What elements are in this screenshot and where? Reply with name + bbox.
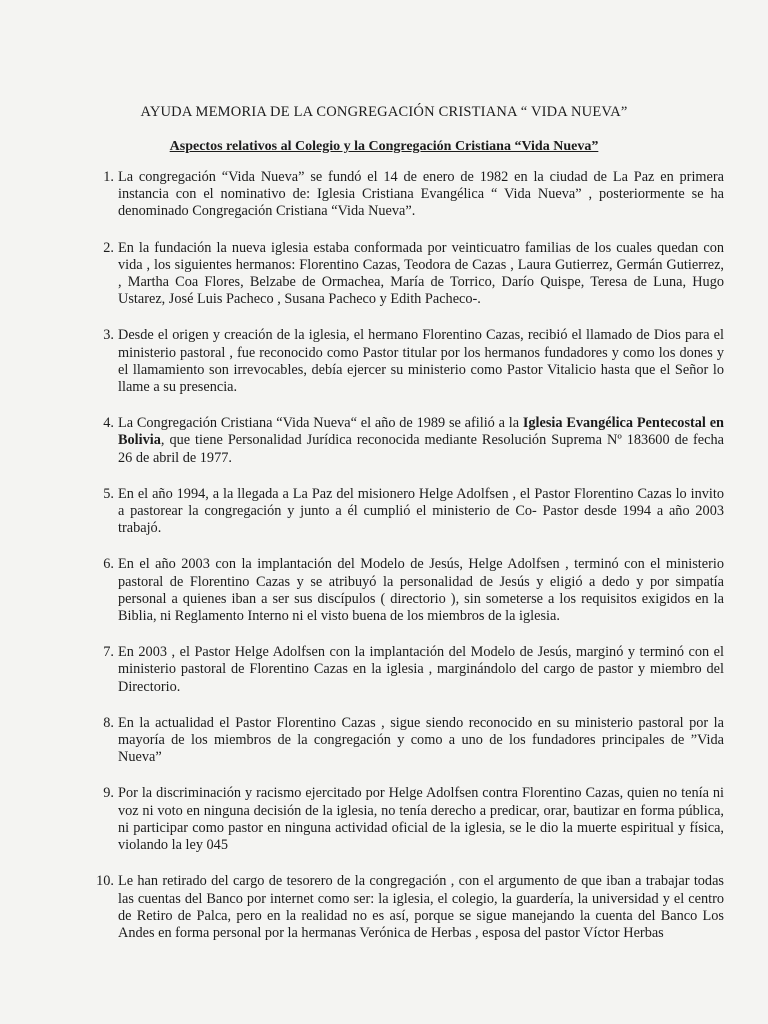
- list-item: [103, 485, 724, 538]
- list-item: [103, 169, 724, 221]
- item-number: 2.: [103, 239, 114, 256]
- list-item: [103, 556, 724, 625]
- item-text: En la fundación la nueva iglesia estaba conformada por veinticuatro familias de los cuales quedan con vida , los siguientes hermanos: Florentino Cazas, Teodora de Cazas , Laura Gutierrez, Germán Gutierrez, , Martha Coa Flores, Belzabe de Ormachea, María de Torrico, Darío Quispe, Teresa de Luna, Hugo Ustarez, José Luis Pacheco , Susana Pacheco y Edith Pacheco-.: [118, 239, 724, 308]
- item-number: 7.: [103, 644, 114, 661]
- list-item: [103, 415, 724, 467]
- item-text: La congregación “Vida Nueva” se fundó el 14 de enero de 1982 en la ciudad de La Paz en primera instancia con el nominativo de: Iglesia Cristiana Evangélica “ Vida Nueva” , posteriormente se ha denominado Congregación Cristiana “Vida Nueva”.: [118, 169, 724, 220]
- numbered-list: [96, 169, 724, 961]
- item-text: Por la discriminación y racismo ejercitado por Helge Adolfsen contra Florentino Cazas, quien no tenía ni voz ni voto en ninguna decisión de la iglesia, no tenía derecho a predicar, orar, bautizar en forma pública, ni participar como pastor en ninguna actividad oficial de la iglesia, se le dio la muerte espiritual y física, violando la ley 045: [118, 785, 724, 854]
- list-item: [103, 714, 724, 767]
- list-item: [96, 873, 724, 942]
- item-number: 6.: [103, 556, 114, 573]
- item-text: En la actualidad el Pastor Florentino Cazas , sigue siendo reconocido en su ministerio pastoral por la mayoría de los miembros de la congregación y como a uno de los fundadores principales de ”Vida Nueva”: [118, 714, 724, 766]
- item-number: 10.: [96, 873, 114, 890]
- item-text: Desde el origen y creación de la iglesia, el hermano Florentino Cazas, recibió el llamado de Dios para el ministerio pastoral , fue reconocido como Pastor titular por los hermanos fundadores y como los dones y el llamamiento son irrevocables, debía ejercer su ministerio como Pastor Vitalicio hasta que el Señor lo llame a su presencia.: [118, 327, 724, 396]
- item-number: 1.: [103, 169, 114, 185]
- list-item: [103, 239, 724, 309]
- item-text: En el año 1994, a la llegada a La Paz del misionero Helge Adolfsen , el Pastor Florentino Cazas lo invito a pastorear la congregación y junto a él cumplió el ministerio de Co- Pastor desde 1994 a año 2003 trabajó.: [118, 485, 724, 537]
- list-item: [103, 327, 724, 396]
- item-text-after: , que tiene Personalidad Jurídica reconocida mediante Resolución Suprema Nº 183600 de fecha 26 de abril de 1977.: [118, 432, 724, 466]
- list-item: [103, 785, 724, 854]
- document-subtitle: Aspectos relativos al Colegio y la Congregación Cristiana “Vida Nueva”: [169, 139, 599, 154]
- item-number: 4.: [103, 415, 114, 432]
- document-title: AYUDA MEMORIA DE LA CONGREGACIÓN CRISTIANA “ VIDA NUEVA”: [140, 104, 628, 120]
- item-number: 9.: [103, 785, 114, 802]
- item-number: 5.: [103, 485, 114, 502]
- item-number: 3.: [103, 327, 114, 344]
- item-text-before: La Congregación Cristiana “Vida Nueva“ el año de 1989 se afilió a la: [118, 415, 523, 432]
- item-text: Le han retirado del cargo de tesorero de la congregación , con el argumento de que iban a trabajar todas las cuentas del Banco por internet como ser: la iglesia, el colegio, la guardería, la universidad y el centro de Retiro de Palca, pero en la realidad no es así, porque se sigue manejando la cuenta del Banco Los Andes en forma personal por la hermanas Verónica de Herbas , esposa del pastor Víctor Herbas: [118, 873, 724, 941]
- item-number: 8.: [103, 714, 114, 731]
- list-item: [103, 644, 724, 696]
- item-text: En el año 2003 con la implantación del Modelo de Jesús, Helge Adolfsen , terminó con el ministerio pastoral de Florentino Cazas y se atribuyó la personalidad de Jesús y eligió a dedo y por simpatía personal a quienes iban a ser sus discípulos ( directorio ), sin someterse a los requisitos exigidos en la Biblia, ni Reglamento Interno ni el visto buena de los miembros de la iglesia.: [118, 556, 724, 625]
- item-text: En 2003 , el Pastor Helge Adolfsen con la implantación del Modelo de Jesús, marginó y terminó con el ministerio pastoral de Florentino Cazas en la iglesia , marginándolo del cargo de pastor y miembro del Directorio.: [118, 644, 724, 695]
- item-text-bold: Iglesia Evangélica Pentecostal en Bolivia: [118, 415, 724, 449]
